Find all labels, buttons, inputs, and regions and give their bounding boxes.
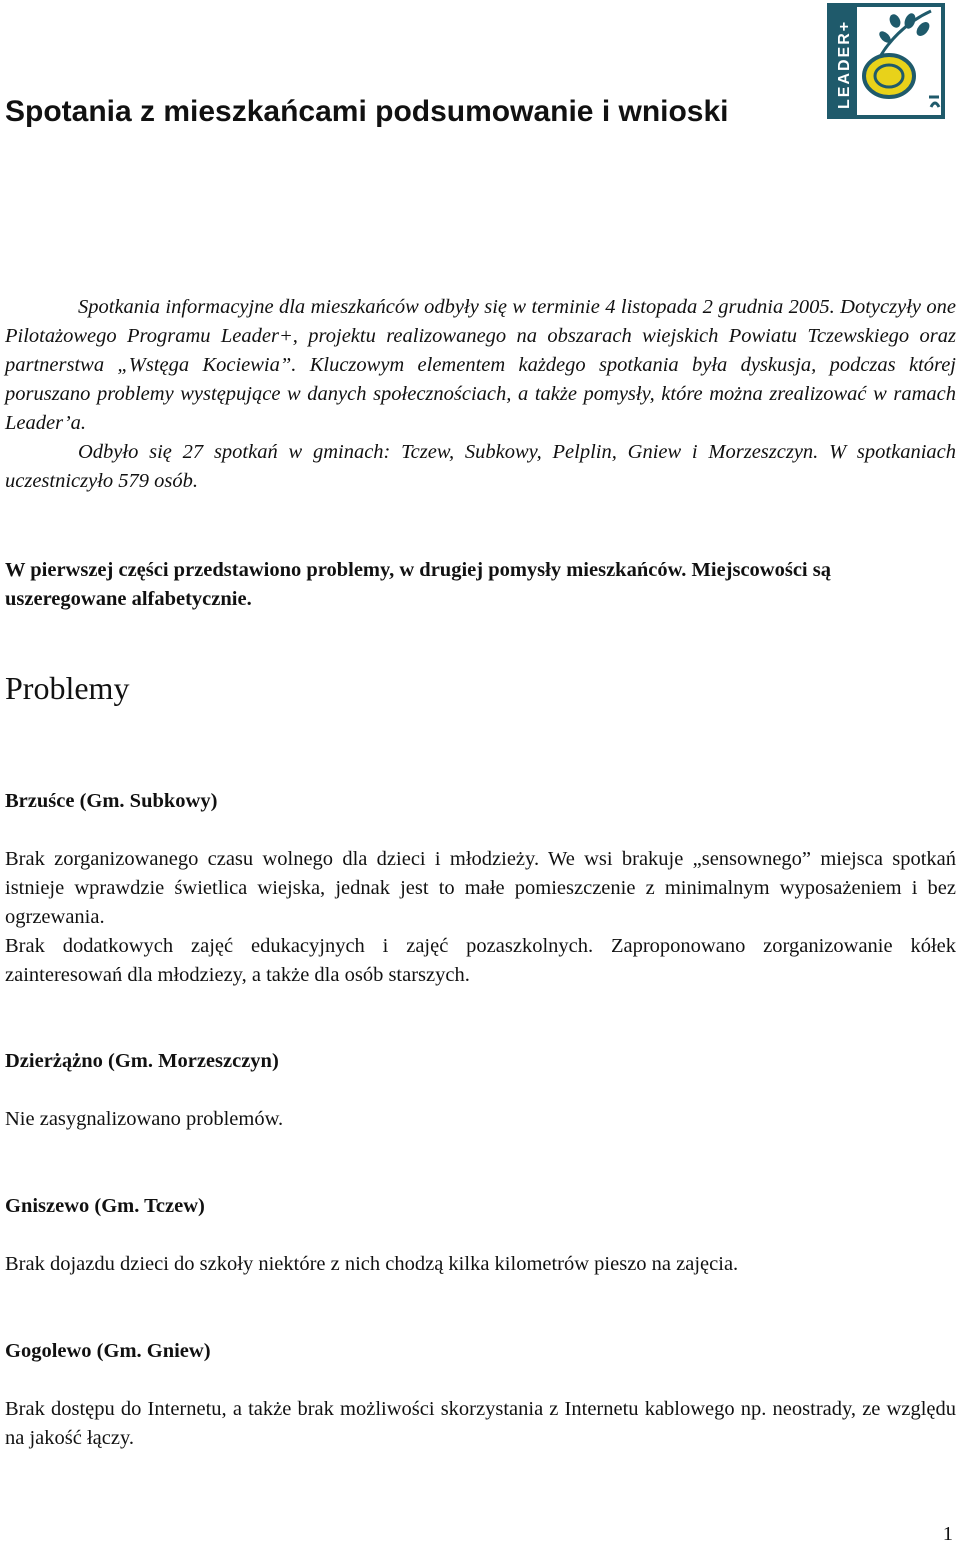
entry-text-brzusce-paragraph-2: Brak dodatkowych zajęć edukacyjnych i zajęć pozaszkolnych. Zaproponowano zorganizowanie kółek zainteresowań dla młodziezy, a także dla osób starszych.	[5, 935, 956, 986]
leader-plus-logo	[827, 3, 945, 119]
intro-paragraph-1: Spotkania informacyjne dla mieszkańców odbyły się w terminie 4 listopada 2 grudnia 2005. Dotyczyły one Pilotażowego Programu Leader+, projektu realizowanego na obszarach wiejskich Powiatu Tczewskiego oraz partnerstwa „Wstęga Kociewia”. Kluczowym elementem każdego spotkania była dyskusja, podczas której poruszano problemy występujące w danych społecznościach, a także pomysły, które można zrealizować w ramach Leader’a.	[5, 296, 956, 434]
entry-text-brzusce	[5, 845, 956, 990]
section-heading-problemy: Problemy	[5, 670, 130, 706]
entry-text-gogolewo: Brak dostępu do Internetu, a także brak możliwości skorzystania z Internetu kablowego np. neostrady, ze względu na jakość łączy.	[5, 1398, 956, 1449]
entry-text-gniszewo: Brak dojazdu dzieci do szkoły niektóre z nich chodzą kilka kilometrów pieszo na zajęcia.	[5, 1253, 739, 1275]
intro-paragraph	[5, 293, 956, 496]
entry-heading-gogolewo: Gogolewo (Gm. Gniew)	[5, 1340, 211, 1362]
structure-note: W pierwszej części przedstawiono problemy, w drugiej pomysły mieszkańców. Miejscowości są uszeregowane alfabetycznie.	[5, 559, 831, 610]
entry-heading-dzierzazno: Dzierżążno (Gm. Morzeszczyn)	[5, 1050, 279, 1072]
intro-paragraph-2: Odbyło się 27 spotkań w gminach: Tczew, Subkowy, Pelplin, Gniew i Morzeszczyn. W spotkaniach uczestniczyło 579 osób.	[5, 441, 956, 492]
leader-plus-logo-icon	[827, 3, 945, 119]
entry-heading-gniszewo: Gniszewo (Gm. Tczew)	[5, 1195, 205, 1217]
entry-heading-brzusce: Brzuśce (Gm. Subkowy)	[5, 790, 218, 812]
page-number: 1	[942, 1523, 953, 1545]
entry-text-brzusce-paragraph-1: Brak zorganizowanego czasu wolnego dla dzieci i młodzieży. We wsi brakuje „sensownego” miejsca spotkań istnieje wprawdzie świetlica wiejska, jednak jest to małe pomieszczenie z minimalnym wyposażeniem i bez ogrzewania.	[5, 848, 956, 928]
logo-text: LEADER+	[836, 19, 853, 109]
entry-text-dzierzazno: Nie zasygnalizowano problemów.	[5, 1108, 284, 1130]
document-title: Spotania z mieszkańcami podsumowanie i wnioski	[5, 95, 729, 128]
